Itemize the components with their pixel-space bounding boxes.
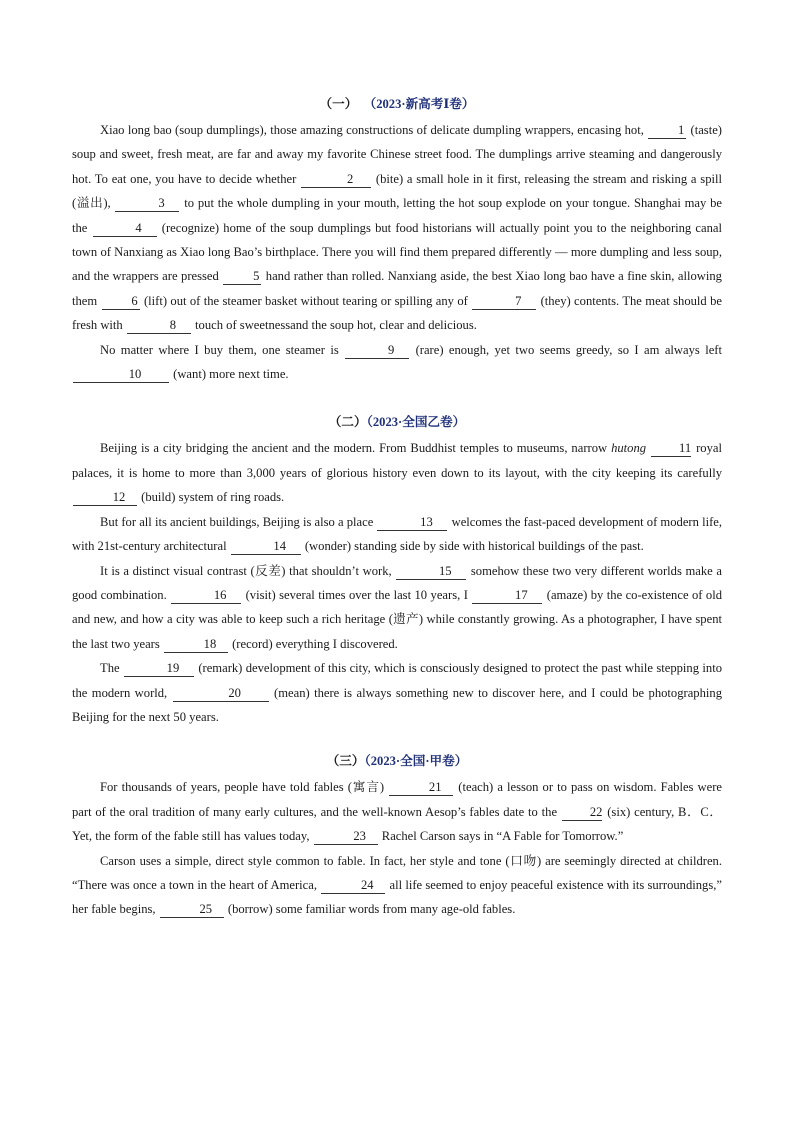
answer-blank-24[interactable]: 24 bbox=[321, 878, 385, 894]
answer-blank-5[interactable]: 5 bbox=[223, 269, 261, 285]
answer-blank-10[interactable]: 10 bbox=[73, 367, 169, 383]
answer-blank-11[interactable]: 11 bbox=[651, 441, 691, 457]
document-page bbox=[72, 92, 722, 922]
answer-blank-4[interactable]: 4 bbox=[93, 221, 157, 237]
answer-blank-17[interactable]: 17 bbox=[472, 588, 542, 604]
answer-blank-23[interactable]: 23 bbox=[314, 829, 378, 845]
answer-blank-3[interactable]: 3 bbox=[115, 196, 179, 212]
answer-blank-12[interactable]: 12 bbox=[73, 490, 137, 506]
section-heading-2: （二）（2023·全国乙卷） bbox=[328, 415, 466, 430]
answer-blank-2[interactable]: 2 bbox=[301, 172, 371, 188]
answer-blank-9[interactable]: 9 bbox=[345, 343, 409, 359]
answer-blank-14[interactable]: 14 bbox=[231, 539, 301, 555]
section-1-paragraph-1: Xiao long bao (soup dumplings), those amazing constructions of delicate dumpling wrappers, encasing hot, 1 (taste) soup and sweet, fresh meat, are far and away my favorite Chinese street food. The dumplings arrive steaming and dangerously hot. To eat one, you have to decide whether 2 (bite) a small hole in it first, releasing the stream and risking a spill (溢出), 3 to put the whole dumpling in your mouth, letting the hot soup explode on your tongue. Shanghai may be the 4 (recognize) home of the soup dumplings but food historians will actually point you to the neighboring canal town of Nanxiang as Xiao long Bao’s birthplace. There you will find them prepared differently — more dumpling and less soup, and the wrappers are pressed 5 hand rather than rolled. Nanxiang aside, the best Xiao long bao have a fine skin, allowing them 6 (lift) out of the steamer basket without tearing or spilling any of 7 (they) contents. The meat should be fresh with 8 touch of sweetnessand the soup hot, clear and delicious. bbox=[72, 123, 723, 333]
answer-blank-22[interactable]: 22 bbox=[562, 805, 603, 821]
section-2-paragraph-3: It is a distinct visual contrast (反差) that shouldn’t work, 15 somehow these two very different worlds make a good combination. 16 (visit) several times over the last 10 years, I 17 (amaze) by the co-existence of old and new, and how a city was able to keep such a rich heritage (遗产) while constantly growing. As a photographer, I have spent the last two years 18 (record) everything I discovered. bbox=[72, 563, 722, 651]
answer-blank-21[interactable]: 21 bbox=[389, 780, 453, 796]
section-heading-3: （三）（2023·全国·甲卷） bbox=[326, 754, 468, 769]
answer-blank-18[interactable]: 18 bbox=[164, 637, 228, 653]
answer-blank-13[interactable]: 13 bbox=[377, 515, 447, 531]
section-2-paragraph-4: The 19 (remark) development of this city, which is consciously designed to protect the past while stepping into the modern world, 20 (mean) there is always something new to discover here, and I could be photographing Beijing for the next 50 years. bbox=[72, 661, 722, 724]
answer-blank-15[interactable]: 15 bbox=[396, 564, 466, 580]
section-2-paragraph-2: But for all its ancient buildings, Beijing is also a place 13 welcomes the fast-paced development of modern life, with 21st-century architectural 14 (wonder) standing side by side with historical buildings of the past. bbox=[72, 514, 722, 554]
answer-blank-25[interactable]: 25 bbox=[160, 902, 224, 918]
section-3-paragraph-2: Carson uses a simple, direct style common to fable. In fact, her style and tone (口吻) are seemingly directed at children. “There was once a town in the heart of America, 24 all life seemed to enjoy peaceful existence with its surroundings,” her fable begins, 25 (borrow) some familiar words from many age-old fables. bbox=[72, 853, 722, 917]
answer-blank-7[interactable]: 7 bbox=[472, 294, 536, 310]
section-1-paragraph-2: No matter where I buy them, one steamer is 9 (rare) enough, yet two seems greedy, so I am always left 10 (want) more next time. bbox=[72, 338, 722, 387]
answer-blank-1[interactable]: 1 bbox=[648, 123, 686, 139]
section-3-paragraph-1: For thousands of years, people have told fables (寓言) 21 (teach) a lesson or to pass on wisdom. Fables were part of the oral tradition of many early cultures, and the well-known Aesop’s fables date to the 22 (six) century, B．C． Yet, the form of the fable still has values today, 23 Rachel Carson says in “A Fable for Tomorrow.” bbox=[72, 780, 722, 844]
answer-blank-19[interactable]: 19 bbox=[124, 661, 194, 677]
answer-blank-6[interactable]: 6 bbox=[102, 294, 140, 310]
answer-blank-16[interactable]: 16 bbox=[171, 588, 241, 604]
section-heading-1: （一） （2023·新高考Ⅰ卷） bbox=[319, 97, 475, 111]
section-2-paragraph-1: Beijing is a city bridging the ancient and the modern. From Buddhist temples to museums, narrow hutong 11 royal palaces, it is home to more than 3,000 years of glorious history even down to its layout, with the city keeping its carefully 12 (build) system of ring roads. bbox=[72, 441, 722, 505]
answer-blank-20[interactable]: 20 bbox=[173, 686, 269, 702]
answer-blank-8[interactable]: 8 bbox=[127, 318, 191, 334]
